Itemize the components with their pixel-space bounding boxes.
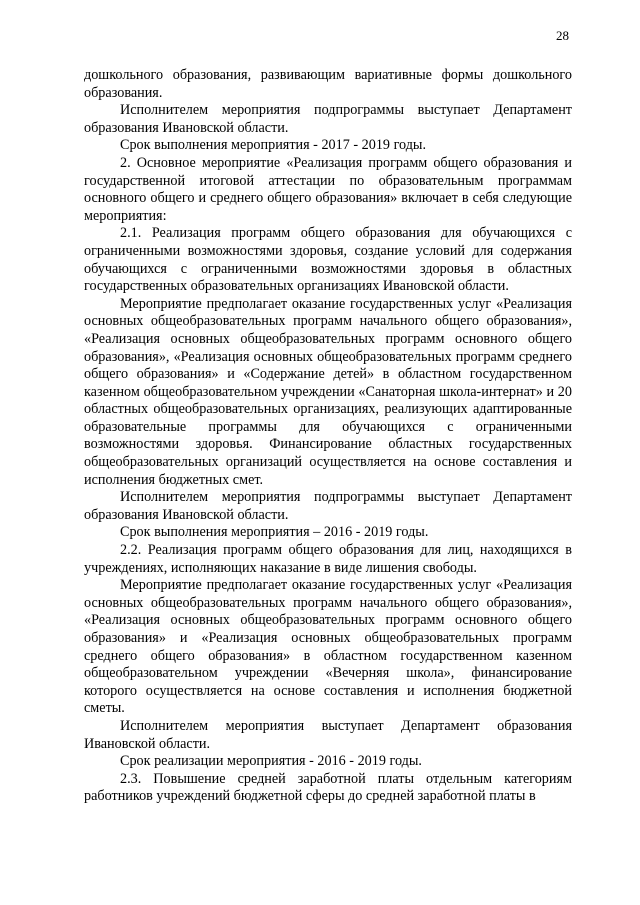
paragraph: Срок выполнения мероприятия – 2016 - 2019 годы. bbox=[120, 524, 429, 541]
paragraph: 2. Основное мероприятие «Реализация программ общего образования и государственной итоговой аттестации по образовательным программам основного общего и среднего общего образования» включает в себя следующие мероприятия: bbox=[84, 154, 572, 224]
paragraph: Срок реализации мероприятия - 2016 - 2019 годы. bbox=[120, 753, 422, 770]
paragraph: Исполнителем мероприятия выступает Департамент образования Ивановской области. bbox=[84, 717, 572, 752]
paragraph: 2.3. Повышение средней заработной платы отдельным категориям работников учреждений бюджетной сферы до средней заработной платы в bbox=[84, 770, 572, 805]
paragraph: Исполнителем мероприятия подпрограммы выступает Департамент образования Ивановской области. bbox=[84, 102, 572, 136]
paragraph: 2.2. Реализация программ общего образования для лиц, находящихся в учреждениях, исполняющих наказание в виде лишения свободы. bbox=[84, 542, 572, 576]
paragraph: дошкольного образования, развивающим вариативные формы дошкольного образования. bbox=[84, 67, 572, 101]
paragraph: Мероприятие предполагает оказание государственных услуг «Реализация основных общеобразовательных программ начального общего образования», «Реализация основных общеобразовательных программ основного общего образования», «Реализация основных общеобразовательных программ среднего общего образования» и «Содержание детей» в областном государственном казенном общеобразовательном учреждении «Санаторная школа-интернат» и 20 областных общеобразовательных организациях, реализующих адаптированные образовательные программы для обучающихся с ограниченными возможностями здоровья. Финансирование областных государственных общеобразовательных организаций осуществляется на основе составления и исполнения бюджетных смет. bbox=[84, 295, 572, 488]
paragraph: Исполнителем мероприятия подпрограммы выступает Департамент образования Ивановской области. bbox=[84, 489, 572, 523]
paragraph: Срок выполнения мероприятия - 2017 - 2019 годы. bbox=[120, 137, 427, 154]
body-text bbox=[84, 67, 572, 806]
paragraph: 2.1. Реализация программ общего образования для обучающихся с ограниченными возможностями здоровья, создание условий для содержания обучающихся с ограниченными возможностями здоровья в областных государственных образовательных организациях Ивановской области. bbox=[84, 225, 572, 295]
paragraph: Мероприятие предполагает оказание государственных услуг «Реализация основных общеобразовательных программ начального общего образования», «Реализация основных общеобразовательных программ основного общего образования» и «Реализация основных общеобразовательных программ среднего общего образования» в областном государственном казенном общеобразовательном учреждении «Вечерняя школа», финансирование которого осуществляется на основе составления и исполнения бюджетной сметы. bbox=[84, 577, 572, 717]
page-number: 28 bbox=[556, 28, 569, 43]
